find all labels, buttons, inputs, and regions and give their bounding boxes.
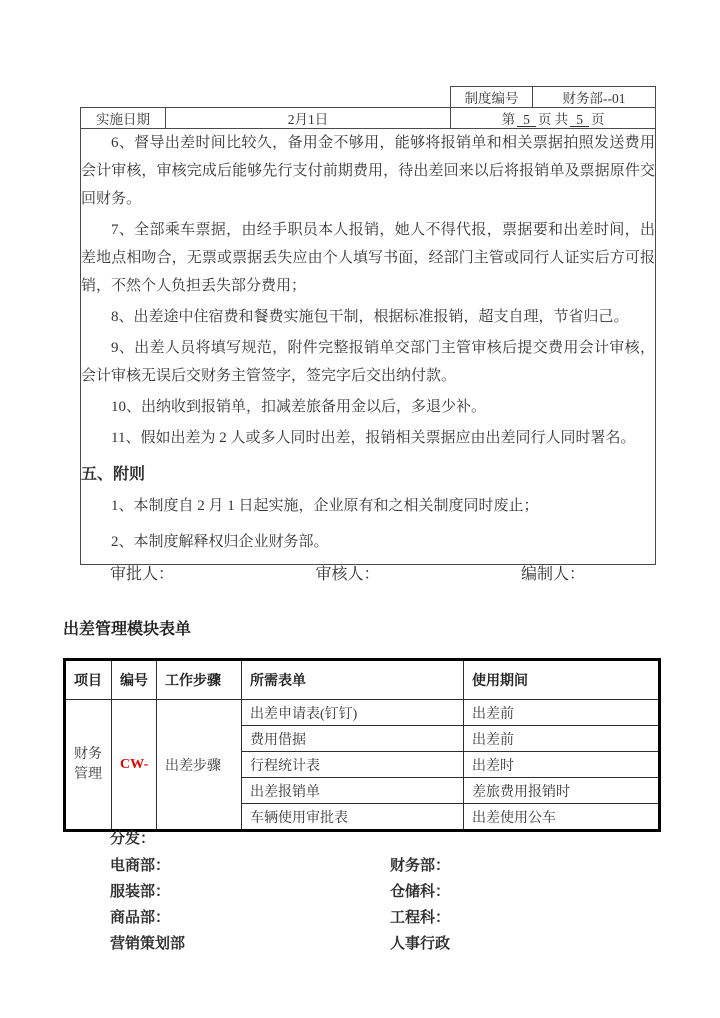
- col-header-step: 工作步骤: [157, 660, 242, 700]
- distribution-item: 工程科：: [390, 910, 451, 926]
- policy-paragraph: 11、假如出差为 2 人或多人同时出差，报销相关票据应由出差同行人同时署名。: [111, 430, 636, 446]
- form-name-cell: 出差申请表(钉钉): [242, 700, 464, 726]
- signature-row: [80, 561, 655, 584]
- policy-paragraph: 8、出差途中住宿费和餐费实施包干制，根据标准报销，超支自理，节省归己。: [111, 309, 629, 325]
- step-cell: 出差步骤: [157, 700, 242, 831]
- col-header-code: 编号: [112, 660, 157, 700]
- doc-number-label: 制度编号: [451, 87, 533, 108]
- distribution-section: [110, 826, 590, 953]
- col-header-period: 使用期间: [464, 660, 660, 700]
- policy-paragraph: 6、督导出差时间比较久，备用金不够用，能够将报销单和相关票据拍照发送费用会计审核，审核完成后能够先行支付前期费用，待出差回来以后将报销单及票据原件交回财务。: [81, 135, 655, 207]
- project-cell: 财务管理: [65, 700, 112, 831]
- forms-section-title: 出差管理模块表单: [63, 621, 192, 638]
- page-label-first: 第: [501, 112, 516, 127]
- current-page-number: 5: [517, 113, 536, 127]
- distribution-item: 电商部：: [110, 858, 171, 874]
- form-row: [65, 700, 660, 726]
- form-period-cell: 差旅费用报销时: [464, 778, 660, 804]
- form-name-cell: 车辆使用审批表: [242, 804, 464, 831]
- distribution-item: 商品部：: [110, 910, 171, 926]
- policy-paragraph: 10、出纳收到报销单，扣减差旅备用金以后，多退少补。: [111, 399, 487, 415]
- forms-table-header-row: [65, 660, 660, 700]
- policy-paragraph: 9、出差人员将填写规范，附件完整报销单交部门主管审核后提交费用会计审核，会计审核无误后交财务主管签字，签完字后交出纳付款。: [81, 340, 655, 384]
- section-title: 五、附则: [81, 466, 146, 483]
- section-item: 1、本制度自 2 月 1 日起实施，企业原有和之相关制度同时废止；: [111, 498, 539, 514]
- form-period-cell: 出差前: [464, 726, 660, 752]
- header-spacer: [81, 87, 451, 108]
- impl-date-label: 实施日期: [81, 108, 166, 129]
- page-label-last: 页: [590, 112, 605, 127]
- form-name-cell: 出差报销单: [242, 778, 464, 804]
- distribution-item: 仓储科：: [390, 884, 451, 900]
- impl-date-value: 2月1日: [166, 108, 451, 129]
- section-item: 2、本制度解释权归企业财务部。: [111, 534, 329, 550]
- form-period-cell: 出差前: [464, 700, 660, 726]
- document-body: [81, 129, 656, 565]
- distribution-item: 财务部：: [390, 858, 451, 874]
- approver-label: 审批人：: [110, 566, 175, 583]
- reviewer-label: 审核人：: [315, 566, 380, 583]
- header-table: [80, 86, 656, 565]
- policy-paragraph: 7、全部乘车票据，由经手职员本人报销，她人不得代报，票据要和出差时间，出差地点相吻合，无票或票据丢失应由个人填写书面，经部门主管或同行人证实后方可报销，不然个人负担丢失部分费用；: [81, 222, 655, 294]
- total-page-number: 5: [570, 113, 589, 127]
- col-header-project: 项目: [65, 660, 112, 700]
- form-name-cell: 行程统计表: [242, 752, 464, 778]
- compiler-label: 编制人：: [520, 566, 585, 583]
- doc-number-value: 财务部--01: [533, 87, 656, 108]
- col-header-form: 所需表单: [242, 660, 464, 700]
- distribution-grid: [110, 858, 590, 953]
- form-period-cell: 出差时: [464, 752, 660, 778]
- page-label-middle: 页 共: [537, 112, 569, 127]
- form-period-cell: 出差使用公车: [464, 804, 660, 831]
- forms-table: [63, 658, 661, 832]
- distribution-item: 服装部：: [110, 884, 171, 900]
- distribution-title: 分发：: [110, 831, 156, 847]
- page-indicator: [451, 108, 656, 129]
- distribution-item: 人事行政: [390, 936, 451, 952]
- code-cell: CW-: [112, 700, 157, 831]
- distribution-item: 营销策划部: [110, 936, 186, 952]
- form-name-cell: 费用借据: [242, 726, 464, 752]
